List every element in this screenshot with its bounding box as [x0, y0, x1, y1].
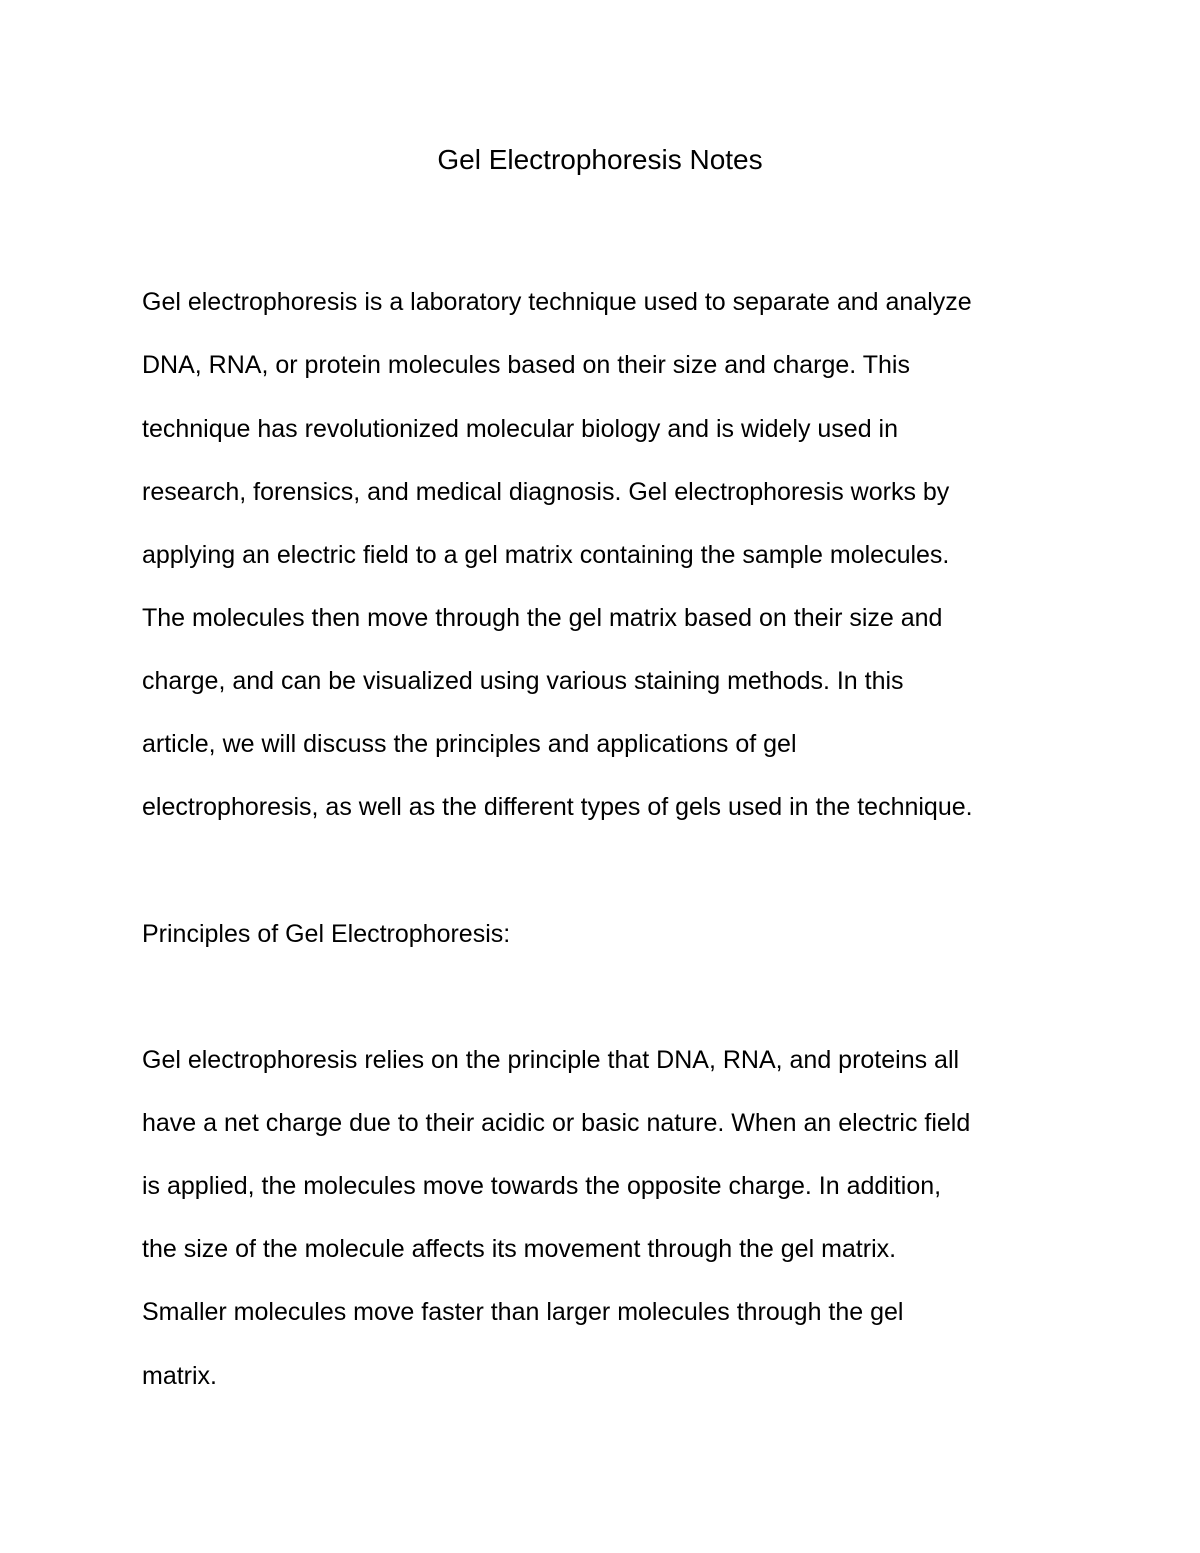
- page-title: Gel Electrophoresis Notes: [437, 144, 763, 175]
- paragraph-line: matrix.: [142, 1362, 217, 1390]
- paragraph-line: the size of the molecule affects its movement through the gel matrix.: [142, 1235, 897, 1263]
- paragraph-line: Smaller molecules move faster than larger molecules through the gel: [142, 1298, 904, 1326]
- paragraph-line: DNA, RNA, or protein molecules based on their size and charge. This: [142, 351, 910, 379]
- paragraph-line: applying an electric field to a gel matrix containing the sample molecules.: [142, 541, 950, 569]
- paragraph-line: Gel electrophoresis is a laboratory technique used to separate and analyze: [142, 288, 972, 316]
- paragraph-line: research, forensics, and medical diagnosis. Gel electrophoresis works by: [142, 478, 950, 506]
- section-heading: Principles of Gel Electrophoresis:: [142, 920, 511, 948]
- paragraph-line: electrophoresis, as well as the different types of gels used in the technique.: [142, 793, 973, 821]
- paragraph-line: The molecules then move through the gel matrix based on their size and: [142, 604, 943, 632]
- paragraph-line: have a net charge due to their acidic or basic nature. When an electric field: [142, 1109, 971, 1137]
- paragraph-line: charge, and can be visualized using various staining methods. In this: [142, 667, 904, 695]
- paragraph-line: article, we will discuss the principles and applications of gel: [142, 730, 797, 758]
- paragraph-line: is applied, the molecules move towards the opposite charge. In addition,: [142, 1172, 942, 1200]
- paragraph-line: technique has revolutionized molecular biology and is widely used in: [142, 415, 899, 443]
- paragraph-line: Gel electrophoresis relies on the principle that DNA, RNA, and proteins all: [142, 1046, 960, 1074]
